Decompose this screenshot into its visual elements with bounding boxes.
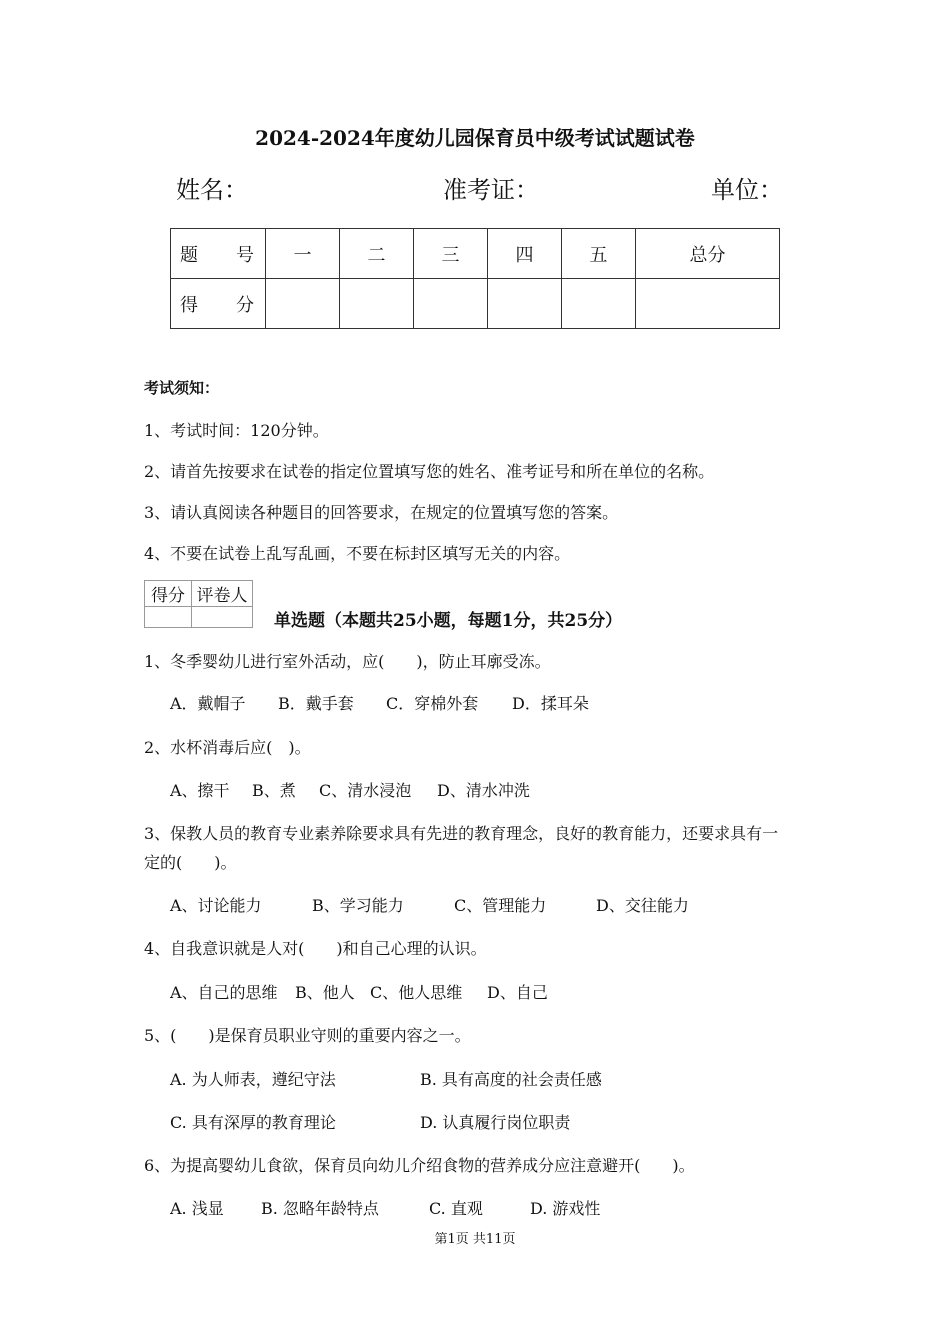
section-heading: 单选题（本题共25小题，每题1分，共25分）: [274, 611, 623, 631]
score-table-header-cell: 三: [413, 229, 487, 279]
rule-item: 4、不要在试卷上乱写乱画，不要在标封区填写无关的内容。: [144, 544, 571, 563]
option[interactable]: C、清水浸泡: [319, 781, 412, 800]
question-stem: 5、( )是保育员职业守则的重要内容之一。: [144, 1026, 471, 1045]
option[interactable]: B、学习能力: [312, 896, 404, 915]
option[interactable]: D. 游戏性: [530, 1199, 601, 1218]
option[interactable]: D. 认真履行岗位职责: [420, 1113, 571, 1132]
score-table-header-row: [171, 229, 780, 279]
question-stem: 4、自我意识就是人对( )和自己心理的认识。: [144, 939, 487, 958]
score-table-header-label: 题 号: [171, 229, 266, 279]
option[interactable]: D、自己: [487, 983, 548, 1002]
option[interactable]: B、他人: [295, 983, 355, 1002]
score-cell[interactable]: [413, 279, 487, 329]
option[interactable]: D、交往能力: [596, 896, 689, 915]
option[interactable]: C. 具有深厚的教育理论: [170, 1113, 336, 1132]
grader-score-cell[interactable]: [145, 607, 192, 628]
question-stem-continued: 定的( )。: [144, 853, 237, 872]
score-cell[interactable]: [266, 279, 340, 329]
score-cell[interactable]: [339, 279, 413, 329]
option[interactable]: D．揉耳朵: [512, 694, 589, 713]
option[interactable]: B．戴手套: [278, 694, 354, 713]
rules-heading: 考试须知：: [144, 379, 220, 397]
score-cell[interactable]: [487, 279, 561, 329]
option[interactable]: A、讨论能力: [170, 896, 262, 915]
rule-item: 1、考试时间：120分钟。: [144, 421, 329, 440]
unit-field-label: 单位：: [711, 176, 783, 204]
option[interactable]: B. 忽略年龄特点: [261, 1199, 379, 1218]
question-stem: 2、水杯消毒后应( )。: [144, 738, 311, 757]
grader-reviewer-label: 评卷人: [192, 581, 253, 607]
option[interactable]: D、清水冲洗: [437, 781, 530, 800]
page-footer: 第1页 共11页: [434, 1232, 516, 1247]
score-table-header-cell: 四: [487, 229, 561, 279]
option[interactable]: A. 浅显: [170, 1199, 224, 1218]
option[interactable]: A. 为人师表，遵纪守法: [170, 1070, 336, 1089]
name-field-label: 姓名：: [176, 176, 248, 204]
score-cell[interactable]: [635, 279, 779, 329]
grader-reviewer-cell[interactable]: [192, 607, 253, 628]
exam-number-field-label: 准考证：: [443, 176, 539, 204]
option[interactable]: B. 具有高度的社会责任感: [420, 1070, 602, 1089]
rule-item: 2、请首先按要求在试卷的指定位置填写您的姓名、准考证号和所在单位的名称。: [144, 462, 715, 481]
question-stem: 6、为提高婴幼儿食欲，保育员向幼儿介绍食物的营养成分应注意避开( )。: [144, 1156, 695, 1175]
score-table-row-label: 得 分: [171, 279, 266, 329]
option[interactable]: C、管理能力: [454, 896, 547, 915]
option[interactable]: C、他人思维: [370, 983, 463, 1002]
option[interactable]: A、自己的思维: [170, 983, 278, 1002]
grader-box: [144, 580, 253, 628]
option[interactable]: A、擦干: [170, 781, 230, 800]
option[interactable]: B、煮: [252, 781, 296, 800]
question-stem: 1、冬季婴幼儿进行室外活动，应( )，防止耳廓受冻。: [144, 652, 551, 671]
score-table-header-cell: 二: [339, 229, 413, 279]
score-table-header-cell: 一: [266, 229, 340, 279]
rule-item: 3、请认真阅读各种题目的回答要求，在规定的位置填写您的答案。: [144, 503, 619, 522]
option[interactable]: C. 直观: [429, 1199, 483, 1218]
page-title: 2024-2024年度幼儿园保育员中级考试试题试卷: [255, 126, 695, 150]
score-cell[interactable]: [561, 279, 635, 329]
score-table-header-cell: 总分: [635, 229, 779, 279]
grader-score-label: 得分: [145, 581, 192, 607]
option[interactable]: A．戴帽子: [170, 694, 246, 713]
score-table: [170, 228, 780, 329]
option[interactable]: C．穿棉外套: [386, 694, 479, 713]
score-table-score-row: [171, 279, 780, 329]
score-table-header-cell: 五: [561, 229, 635, 279]
question-stem: 3、保教人员的教育专业素养除要求具有先进的教育理念，良好的教育能力，还要求具有一: [144, 824, 779, 843]
